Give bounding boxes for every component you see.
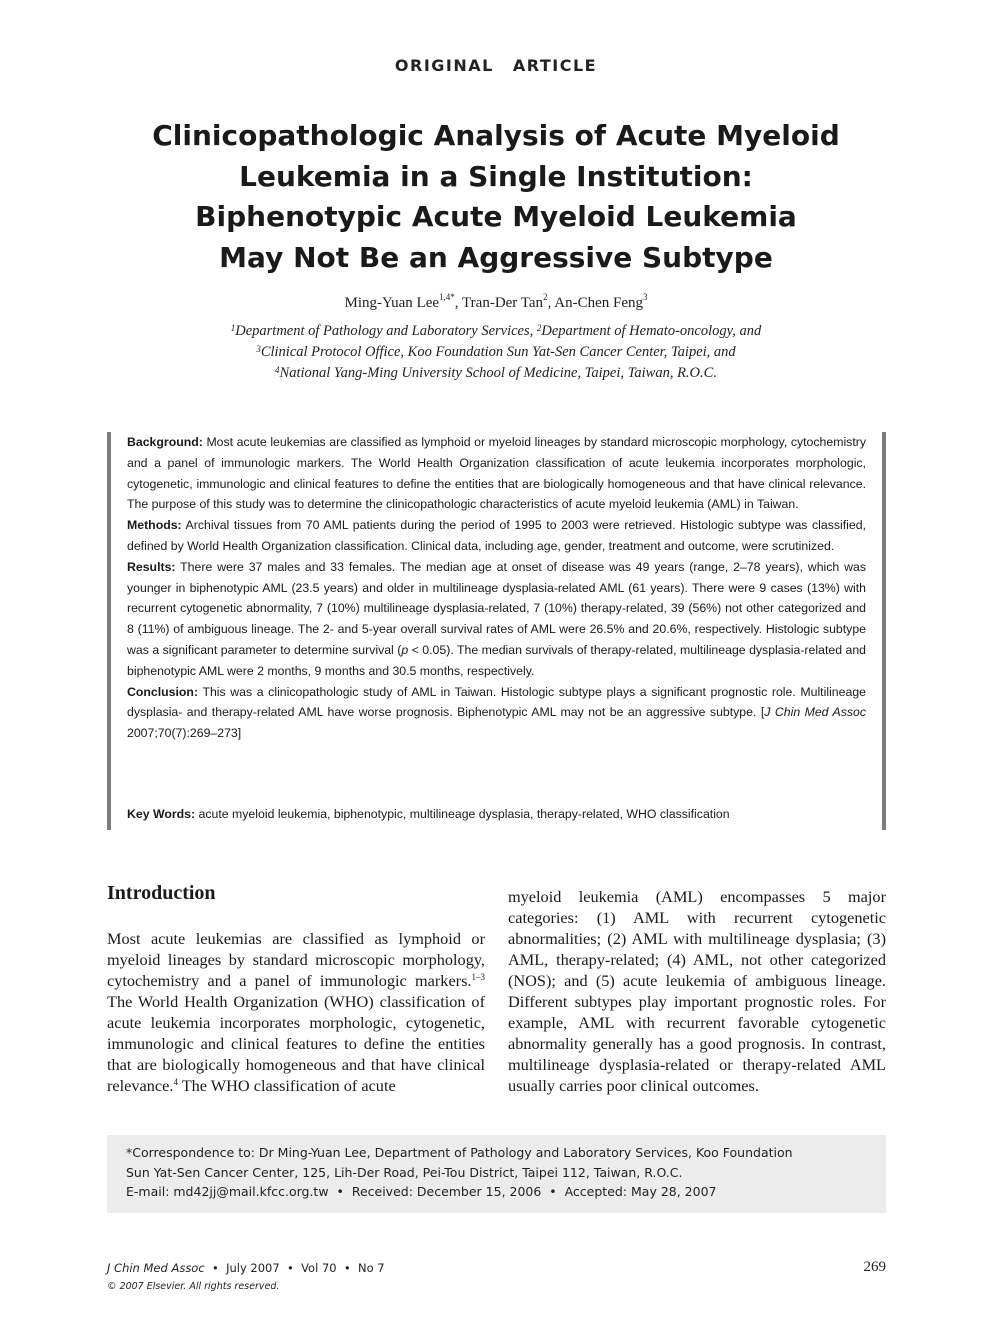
abstract-background xyxy=(127,432,866,515)
title-line-2: Leukemia in a Single Institution: xyxy=(239,159,753,193)
author-list xyxy=(0,292,992,312)
correspondence-line: E-mail: md42jj@mail.kfcc.org.tw • Received: December 15, 2006 • Accepted: May 28, 2007 xyxy=(126,1184,717,1199)
affiliation-text: Department of Pathology and Laboratory Services, xyxy=(235,323,537,339)
results-text: There were 37 males and 33 females. The median age at onset of disease was 49 years (range, 2–78 years), which was younger in biphenotypic AML (23.5 years) and older in multilineage dysplasia-related AML (61 years). There were 9 cases (13%) with recurrent cytogenetic abnormality, 7 (10%) multilineage dysplasia-related, 7 (10%) therapy-related, 39 (56%) not other categorized and 8 (11%) of ambiguous lineage. The 2- and 5-year overall survival rates of AML were 26.5% and 20.6%, respectively. Histologic subtype was a significant parameter to determine survival ( xyxy=(127,559,866,657)
methods-text: Archival tissues from 70 AML patients during the period of 1995 to 2003 were retrieved. Histologic subtype was classified, defined by World Health Organization classification. Clinical data, including age, gender, treatment and outcome, were scrutinized. xyxy=(127,518,866,553)
affiliation-sup: 2 xyxy=(536,323,542,333)
results-text: < 0.05). The median survivals of therapy-related, multilineage dysplasia-related and biphenotypic AML were 2 months, 9 months and 30.5 months, respectively. xyxy=(127,642,867,678)
section-label: ORIGINAL ARTICLE xyxy=(394,56,598,75)
author-separator: , xyxy=(547,295,555,311)
author-name: Tran-Der Tan xyxy=(462,295,544,311)
abstract-methods xyxy=(127,515,866,557)
abstract-body xyxy=(127,432,866,744)
title-line-4: May Not Be an Aggressive Subtype xyxy=(219,240,773,274)
article-title xyxy=(120,116,872,278)
title-line-1: Clinicopathologic Analysis of Acute Myeloid xyxy=(152,119,840,152)
footer-journal xyxy=(107,1261,385,1275)
page-number: 269 xyxy=(863,1259,886,1275)
affiliation-sup: 3 xyxy=(256,344,261,354)
results-label: Results: xyxy=(127,559,176,574)
author-sup: 1,4* xyxy=(439,292,455,302)
citation-sup: 1–3 xyxy=(471,972,485,982)
affiliation-line xyxy=(0,363,992,384)
author-name: Ming-Yuan Lee xyxy=(344,295,440,311)
title-line-3: Biphenotypic Acute Myeloid Leukemia xyxy=(195,200,797,233)
results-p-symbol: p xyxy=(401,642,409,657)
author-name: An-Chen Feng xyxy=(554,295,643,311)
footer-journal-name: J Chin Med Assoc xyxy=(107,1261,205,1275)
keywords xyxy=(127,807,866,821)
citation-sup: 4 xyxy=(173,1077,178,1087)
citation-rest: 2007;70(7):269–273] xyxy=(127,726,242,741)
author-separator: , xyxy=(454,295,463,311)
intro-text: Most acute leukemias are classified as lymphoid or myeloid lineages by standard microscopic morphology, cytochemistry and a panel of immunologic markers. xyxy=(107,929,485,990)
introduction-right-column xyxy=(508,886,886,1096)
affiliations xyxy=(0,321,992,384)
background-label: Background: xyxy=(127,435,203,449)
conclusion-label: Conclusion: xyxy=(127,684,199,699)
intro-text: The World Health Organization (WHO) classification of acute leukemia incorporates morphologic, cytogenetic, immunologic and clinical features to define the entities that are biologically homogeneous and that have clinical relevance. xyxy=(107,992,485,1095)
intro-text: The WHO classification of acute xyxy=(177,1076,396,1095)
author-sup: 2 xyxy=(543,292,548,302)
abstract-box xyxy=(107,432,886,830)
background-text: Most acute leukemias are classified as lymphoid or myeloid lineages by standard microscopic morphology, cytochemistry and a panel of immunologic markers. The World Health Organization classification of acute leukemia incorporates morphologic, cytogenetic, immunologic and clinical features to define the entities that are biologically homogeneous and that have clinical relevance. The purpose of this study was to determine the clinicopathologic characteristics of acute myeloid leukemia (AML) in Taiwan. xyxy=(127,435,866,512)
correspondence-line: *Correspondence to: Dr Ming-Yuan Lee, Department of Pathology and Laboratory Services, Koo Foundation xyxy=(126,1145,793,1160)
introduction-left-column xyxy=(107,928,485,1096)
conclusion-text: This was a clinicopathologic study of AML in Taiwan. Histologic subtype plays a significant prognostic role. Multilineage dysplasia- and therapy-related AML have worse prognosis. Biphenotypic AML may not be an aggressive subtype. [ xyxy=(127,684,866,720)
correspondence-box xyxy=(107,1135,886,1213)
correspondence-line: Sun Yat-Sen Cancer Center, 125, Lih-Der Road, Pei-Tou District, Taipei 112, Taiwan, R.O.C. xyxy=(126,1164,683,1180)
abstract-conclusion xyxy=(127,682,866,744)
affiliation-sup: 1 xyxy=(230,323,236,333)
affiliation-text: Clinical Protocol Office, Koo Foundation Sun Yat-Sen Cancer Center, Taipei, and xyxy=(260,344,736,360)
keywords-label: Key Words: xyxy=(127,807,196,821)
intro-text: myeloid leukemia (AML) encompasses 5 major categories: (1) AML with recurrent cytogenetic abnormalities; (2) AML with multilineage dysplasia; (3) AML, therapy-related; (4) AML, not other categorized (NOS); and (5) acute leukemia of ambiguous lineage. Different subtypes play important prognostic roles. For example, AML with recurrent favorable cytogenetic abnormality generally has a good prognosis. In contrast, multilineage dysplasia-related or therapy-related AML usually carries poor clinical outcomes. xyxy=(508,887,886,1095)
affiliation-line xyxy=(0,321,992,342)
methods-label: Methods: xyxy=(127,518,182,533)
citation-journal: J Chin Med Assoc xyxy=(764,705,866,720)
abstract-results xyxy=(127,557,866,682)
correspondence-text xyxy=(126,1143,793,1202)
author-sup: 3 xyxy=(643,292,648,302)
keywords-text: acute myeloid leukemia, biphenotypic, multilineage dysplasia, therapy-related, WHO classification xyxy=(198,807,730,821)
affiliation-line xyxy=(0,342,992,363)
introduction-heading: Introduction xyxy=(107,882,216,904)
footer-issue: • July 2007 • Vol 70 • No 7 xyxy=(204,1261,385,1275)
footer-copyright: © 2007 Elsevier. All rights reserved. xyxy=(107,1281,280,1292)
affiliation-text: National Yang-Ming University School of Medicine, Taipei, Taiwan, R.O.C. xyxy=(279,365,717,381)
affiliation-sup: 4 xyxy=(275,365,280,375)
affiliation-text: Department of Hemato-oncology, and xyxy=(541,323,762,339)
